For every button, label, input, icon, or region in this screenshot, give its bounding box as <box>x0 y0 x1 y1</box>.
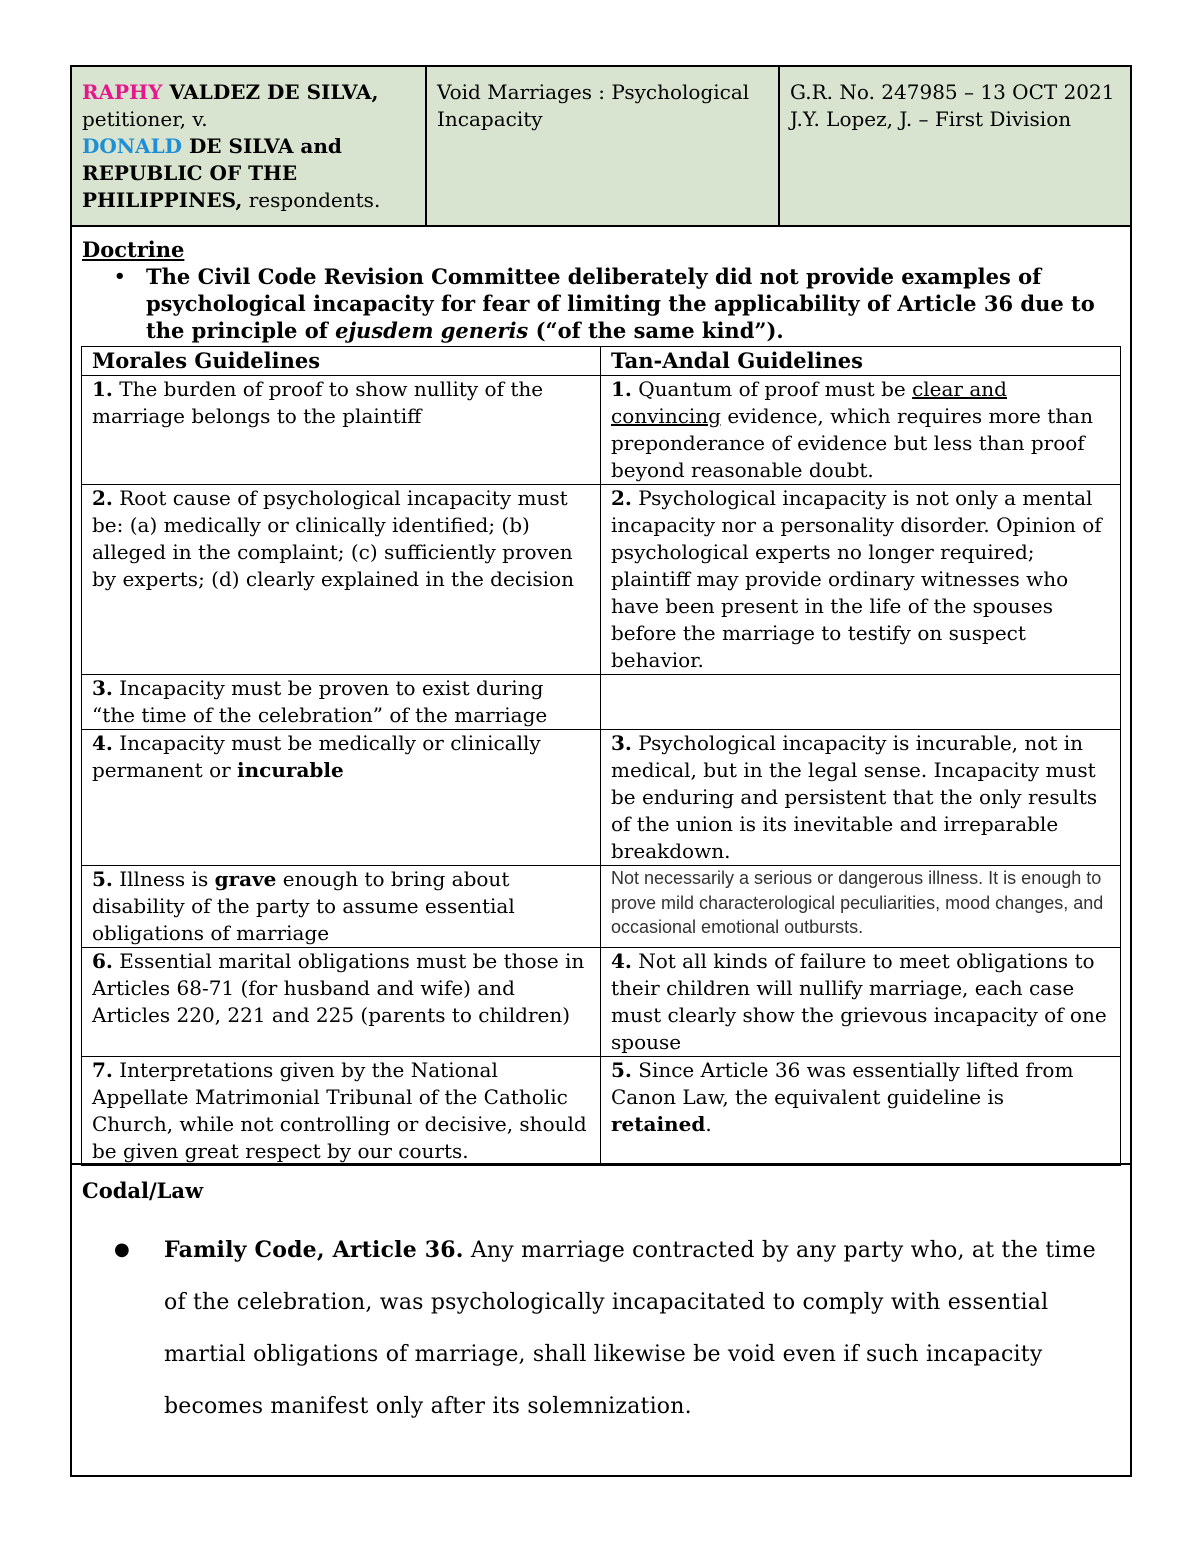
doctrine-text-before: The Civil Code Revision Committee deliberately did not provide examples of psychological incapacity for fear of limiting the applicability of Article 36 due to the principle of <box>146 264 1095 343</box>
item-text: Essential marital obligations must be those in Articles 68-71 (for husband and wife) and Articles 220, 221 and 225 (parents to children) <box>92 949 585 1027</box>
item-text: Root cause of psychological incapacity must be: (a) medically or clinically identified; (b) alleged in the complaint; (c) sufficiently proven by experts; (d) clearly explained in the decision <box>92 486 574 591</box>
case-parties <box>72 67 427 225</box>
codal-article-label: Family Code, Article 36. <box>164 1237 464 1263</box>
codal-title: Codal/Law <box>82 1178 204 1203</box>
doctrine-text <box>146 263 1120 344</box>
item-text: Incapacity must be proven to exist during “the time of the celebration” of the marriage <box>92 676 548 727</box>
doctrine-section <box>72 227 1130 1165</box>
item-text: Incapacity must be medically or clinically permanent or <box>92 731 541 782</box>
doctrine-title: Doctrine <box>82 237 185 262</box>
tan-andal-cell <box>601 730 1121 866</box>
item-text: Psychological incapacity is not only a mental incapacity nor a personality disorder. Opinion of psychological experts no longer required; plaintiff may provide ordinary witnesses who have been present in the life of the spouses before the marriage to testify on suspect behavior. <box>611 486 1102 672</box>
morales-cell <box>82 866 601 948</box>
morales-cell <box>82 675 601 730</box>
table-row <box>82 1057 1121 1166</box>
morales-header: Morales Guidelines <box>82 347 601 376</box>
bullet-icon: ● <box>114 1239 130 1260</box>
table-header-row <box>82 347 1121 376</box>
codal-list-item <box>114 1224 1120 1433</box>
morales-cell <box>82 485 601 675</box>
item-number: 4. <box>611 949 632 973</box>
item-number: 1. <box>611 377 632 401</box>
item-number: 2. <box>611 486 632 510</box>
morales-cell <box>82 376 601 485</box>
item-text: Not all kinds of failure to meet obligations to their children will nullify marriage, each case must clearly show the grievous incapacity of one spouse <box>611 949 1107 1054</box>
item-number: 5. <box>611 1058 632 1082</box>
case-justice: J.Y. Lopez, J. – First Division <box>790 107 1072 131</box>
respondent-first-name: DONALD <box>82 134 182 158</box>
tan-andal-cell <box>601 485 1121 675</box>
item-number: 3. <box>92 676 113 700</box>
item-number: 2. <box>92 486 113 510</box>
case-number: G.R. No. 247985 – 13 OCT 2021 <box>790 80 1115 104</box>
item-number: 6. <box>92 949 113 973</box>
tan-andal-cell <box>601 1057 1121 1166</box>
tan-andal-cell <box>601 376 1121 485</box>
item-number: 3. <box>611 731 632 755</box>
case-citation <box>780 67 1130 225</box>
item-text: Illness is <box>112 867 215 891</box>
morales-cell <box>82 730 601 866</box>
petitioner-role: petitioner, v. <box>82 107 208 131</box>
item-text: Since Article 36 was essentially lifted from Canon Law, the equivalent guideline is <box>611 1058 1074 1109</box>
case-digest-page <box>70 65 1132 1477</box>
bullet-icon: • <box>114 266 126 287</box>
table-row <box>82 866 1121 948</box>
item-number: 5. <box>92 867 113 891</box>
table-row <box>82 376 1121 485</box>
case-topic: Void Marriages : Psychological Incapacity <box>427 67 780 225</box>
codal-article-text: Any marriage contracted by any party who, at the time of the celebration, was psychologically incapacitated to comply with essential martial obligations of marriage, shall likewise be void even if such incapacity becomes manifest only after its solemnization. <box>164 1238 1096 1419</box>
doctrine-text-after: (“of the same kind”). <box>528 318 784 343</box>
tan-andal-cell <box>601 948 1121 1057</box>
respondent-name: DE SILVA and REPUBLIC OF THE PHILIPPINES, <box>82 134 342 212</box>
table-row <box>82 675 1121 730</box>
respondent-role: respondents. <box>242 188 381 212</box>
bold-term: incurable <box>237 758 344 782</box>
underlined-text: clear and <box>912 377 1007 401</box>
tan-andal-cell: Not necessarily a serious or dangerous illness. It is enough to prove mild characterological peculiarities, mood changes, and occasional emotional outbursts. <box>601 866 1121 948</box>
bold-term: grave <box>214 867 277 891</box>
tan-andal-header: Tan-Andal Guidelines <box>601 347 1121 376</box>
item-text: . <box>705 1112 712 1136</box>
codal-text <box>164 1224 1120 1433</box>
petitioner-name: VALDEZ DE SILVA, <box>162 80 379 104</box>
underlined-text: convincing <box>611 404 721 428</box>
item-number: 1. <box>92 377 113 401</box>
item-number: 4. <box>92 731 113 755</box>
guidelines-table <box>81 346 1121 1166</box>
case-header <box>72 67 1130 227</box>
table-row <box>82 948 1121 1057</box>
morales-cell <box>82 1057 601 1166</box>
doctrine-latin-term: ejusdem generis <box>335 318 529 343</box>
codal-section <box>72 1165 1130 1445</box>
petitioner-first-name: RAPHY <box>82 80 163 104</box>
item-text: The burden of proof to show nullity of the marriage belongs to the plaintiff <box>92 377 544 428</box>
tan-andal-cell-empty <box>601 675 1121 730</box>
item-text: Quantum of proof must be <box>631 377 913 401</box>
item-text: enough to bring about disability of the party to assume essential obligations of marriage <box>92 867 515 945</box>
table-row <box>82 485 1121 675</box>
bold-term: retained <box>611 1112 706 1136</box>
table-row <box>82 730 1121 866</box>
morales-cell <box>82 948 601 1057</box>
item-text: Interpretations given by the National Appellate Matrimonial Tribunal of the Catholic Church, while not controlling or decisive, should be given great respect by our courts. <box>92 1058 587 1163</box>
item-text: evidence, which requires more than preponderance of evidence but less than proof beyond reasonable doubt. <box>611 404 1093 482</box>
doctrine-bullet-item <box>114 263 1120 344</box>
item-number: 7. <box>92 1058 113 1082</box>
item-text: Psychological incapacity is incurable, not in medical, but in the legal sense. Incapacity must be enduring and persistent that the only results of the union is its inevitable and irreparable breakdown. <box>611 731 1098 863</box>
